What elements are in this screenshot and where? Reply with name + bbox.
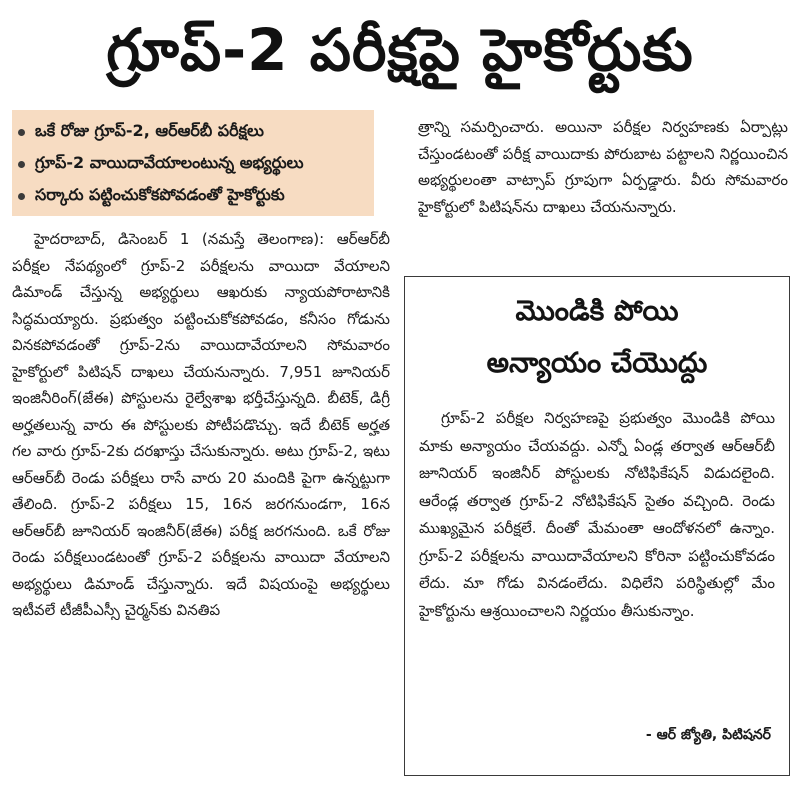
- quote-box-body: [419, 405, 775, 705]
- highlight-item: [18, 148, 368, 180]
- highlight-item: [18, 116, 368, 148]
- headline: గ్రూప్‌-2 పరీక్షపై హైకోర్టుకు: [106, 16, 694, 84]
- quote-title-line-1: మొండికి పోయి: [515, 294, 679, 327]
- highlight-item: [18, 180, 368, 212]
- article-left-column: [12, 226, 390, 782]
- quote-text: గ్రూప్‌-2 పరీక్షల నిర్వహణపై ప్రభుత్వం మొండికి పోయి మాకు అన్యాయం చేయవద్దు. ఎన్నో ఏండ్ల తర్వాత ఆర్‌ఆర్‌బీ జూనియర్‌ ఇంజినీర్‌ పోస్టులకు నోటిఫికేషన్‌ విడుదలైంది. ఆరేండ్ల తర్వాత గ్రూప్‌-2 నోటిఫికేషన్‌ సైతం వచ్చింది. రెండు ముఖ్యమైన పరీక్షలే. దీంతో మేమంతా ఆందోళనలో ఉన్నాం. గ్రూప్‌-2 పరీక్షలను వాయిదావేయాలని కోరినా పట్టించుకోవడం లేదు. మా గోడు వినడంలేదు. విధిలేని పరిస్థితుల్లో మేం హైకోర్టును ఆశ్రయించాలని నిర్ణయం తీసుకున్నాం.: [419, 409, 775, 620]
- quote-box: [404, 276, 790, 776]
- bullet-dot-icon: [18, 193, 25, 200]
- article-right-column: [418, 114, 788, 264]
- quote-title-line-2: అన్యాయం చేయొద్దు: [486, 346, 708, 379]
- quote-byline: - ఆర్‌ జ్యోతి, పిటిషనర్‌: [645, 727, 771, 743]
- highlights-box: [12, 110, 374, 216]
- bullet-dot-icon: [18, 129, 25, 136]
- article-right-text: త్రాన్ని సమర్పించారు. అయినా పరీక్షల నిర్వహణకు ఏర్పాట్లు చేస్తుండటంతో పరీక్ష వాయిదాకు పోరుబాట పట్టాలని నిర్ణయించిన అభ్యర్థులంతా వాట్సాప్‌ గ్రూపుగా ఏర్పడ్డారు. వీరు సోమవారం హైకోర్టులో పిటిషన్‌ను దాఖలు చేయనున్నారు.: [418, 118, 788, 216]
- bullet-dot-icon: [18, 161, 25, 168]
- quote-box-title: [405, 285, 789, 389]
- article-left-text: హైదరాబాద్‌, డిసెంబర్‌ 1 (నమస్తే తెలంగాణ): ఆర్‌ఆర్‌బీ పరీక్షల నేపథ్యంలో గ్రూప్‌-2 పరీక్షలను వాయిదా వేయాలని డిమాండ్‌ చేస్తున్న అభ్యర్థులు ఆఖరుకు న్యాయపోరాటానికి సిద్ధమయ్యారు. ప్రభుత్వం పట్టించుకోకపోవడం, కనీసం గోడును వినకపోవడంతో గ్రూప్‌-2ను వాయిదావేయాలని సోమవారం హైకోర్టులో పిటిషన్‌ దాఖలు చేయనున్నారు. 7,951 జూనియర్‌ ఇంజినీరింగ్‌(జేఈ) పోస్టులను రైల్వేశాఖ భర్తీచేస్తున్నది. బీటెక్‌, డిగ్రీ అర్హతలున్న వారు ఈ పోస్టులకు పోటీపడొచ్చు. ఇదే బీటెక్‌ అర్హత గల వారు గ్రూప్‌-2కు దరఖాస్తు చేసుకున్నారు. అటు గ్రూప్‌-2, ఇటు ఆర్‌ఆర్‌బీ రెండు పరీక్షలు రాసే వారు 20 మందికి పైగా ఉన్నట్టుగా తేలింది. గ్రూప్‌-2 పరీక్షలు 15, 16న జరగనుండగా, 16న ఆర్‌ఆర్‌బీ జూనియర్‌ ఇంజినీర్‌(జేఈ) పరీక్ష జరగనుంది. ఒకే రోజు రెండు పరీక్షలుండటంతో గ్రూప్‌-2 పరీక్షలను వాయిదా వేయాలని అభ్యర్థులు డిమాండ్‌ చేస్తున్నారు. ఇదే విషయంపై అభ్యర్థులు ఇటీవలే టీజీపీఎస్సీ చైర్మన్‌కు వినతిప: [12, 230, 390, 619]
- highlight-text: సర్కారు పట్టించుకోకపోవడంతో హైకోర్టుకు: [35, 184, 285, 204]
- highlight-text: గ్రూప్‌-2 వాయిదావేయాలంటున్న అభ్యర్థులు: [35, 152, 304, 172]
- highlight-text: ఒకే రోజు గ్రూప్‌-2, ఆర్‌ఆర్‌బీ పరీక్షలు: [35, 120, 264, 140]
